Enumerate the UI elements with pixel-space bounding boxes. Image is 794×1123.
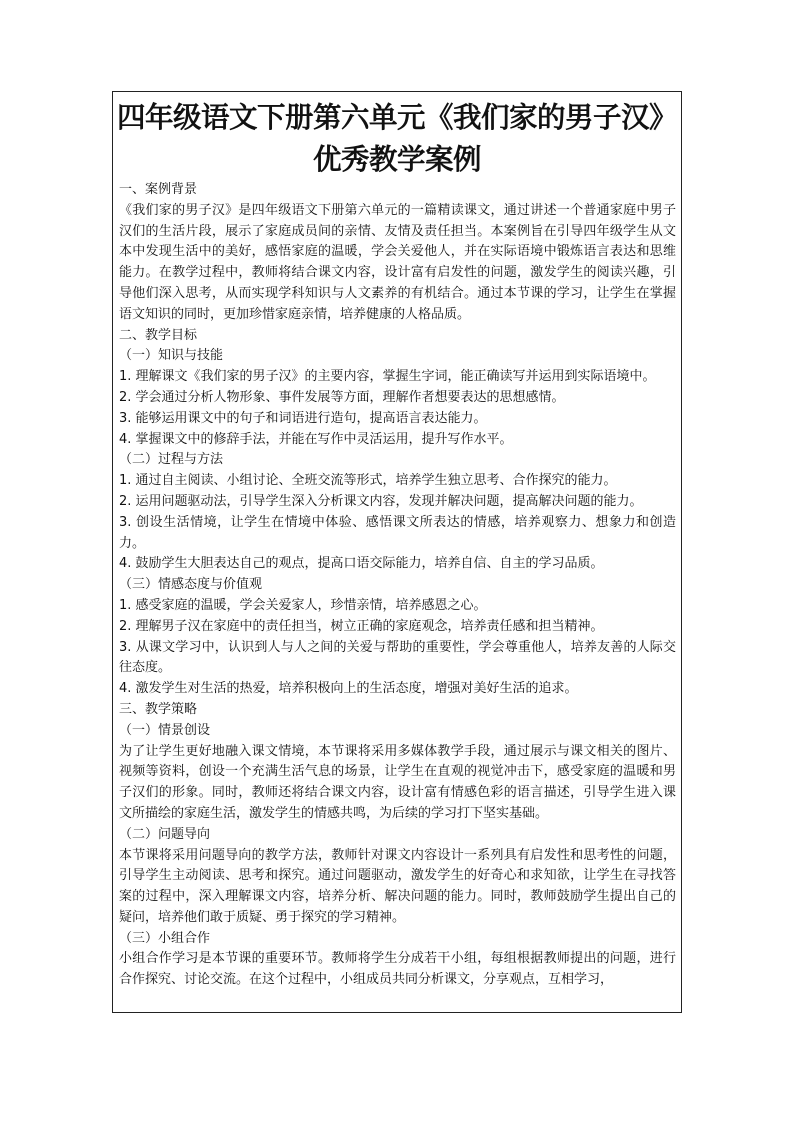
problem-paragraph: 本节课将采用问题导向的教学方法，教师针对课文内容设计一系列具有启发性和思考性的问题，引导学生主动阅读、思考和探究。通过问题驱动，激发学生的好奇心和求知欲，让学生在寻找答案的过程中，深入理解课文内容，培养分析、解决问题的能力。同时，教师鼓励学生提出自己的疑问，培养他们敢于质疑、勇于探究的学习精神。: [119, 847, 676, 925]
scenario-paragraph: 为了让学生更好地融入课文情境，本节课将采用多媒体教学手段，通过展示与课文相关的图片、视频等资料，创设一个充满生活气息的场景，让学生在直观的视觉冲击下，感受家庭的温暖和男子汉们的形象。同时，教师还将结合课文内容，设计富有情感色彩的语言描述，引导学生进入课文所描绘的家庭生活，激发学生的情感共鸣，为后续的学习打下坚实基础。: [119, 743, 676, 821]
process-item: 3. 创设生活情境，让学生在情境中体验、感悟课文所表达的情感，培养观察力、想象力和创造力。: [119, 514, 676, 551]
document-frame: [112, 91, 682, 1013]
subheading-group: （三）小组合作: [119, 930, 211, 946]
knowledge-item: 1. 理解课文《我们家的男子汉》的主要内容，掌握生字词，能正确读写并运用到实际语境中。: [119, 369, 656, 385]
subheading-problem: （二）问题导向: [119, 826, 211, 842]
section-heading-background: 一、案例背景: [119, 182, 198, 197]
emotion-item: 3. 从课文学习中，认识到人与人之间的关爱与帮助的重要性，学会尊重他人，培养友善的人际交往态度。: [119, 639, 676, 676]
subheading-knowledge: （一）知识与技能: [119, 348, 224, 364]
knowledge-item: 3. 能够运用课文中的句子和词语进行造句，提高语言表达能力。: [119, 410, 487, 426]
document-body: [113, 180, 681, 991]
process-item: 4. 鼓励学生大胆表达自己的观点，提高口语交际能力，培养自信、自主的学习品质。: [119, 556, 604, 572]
document-title: [113, 96, 681, 180]
title-line-1: 四年级语文下册第六单元《我们家的男子汉》: [116, 100, 677, 134]
title-line-2: 优秀教学案例: [312, 142, 481, 176]
emotion-item: 1. 感受家庭的温暖，学会关爱家人，珍惜亲情，培养感恩之心。: [119, 597, 487, 613]
process-item: 1. 通过自主阅读、小组讨论、全班交流等形式，培养学生独立思考、合作探究的能力。: [119, 473, 617, 489]
background-paragraph: 《我们家的男子汉》是四年级语文下册第六单元的一篇精读课文，通过讲述一个普通家庭中男子汉们的生活片段，展示了家庭成员间的亲情、友情及责任担当。本案例旨在引导四年级学生从文本中发现生活中的美好，感悟家庭的温暖，学会关爱他人，并在实际语境中锻炼语言表达和思维能力。在教学过程中，教师将结合课文内容，设计富有启发性的问题，激发学生的阅读兴趣，引导他们深入思考，从而实现学科知识与人文素养的有机结合。通过本节课的学习，让学生在掌握语文知识的同时，更加珍惜家庭亲情，培养健康的人格品质。: [119, 202, 676, 322]
section-heading-strategy: 三、教学策略: [119, 701, 198, 717]
section-heading-goals: 二、教学目标: [119, 327, 198, 343]
subheading-scenario: （一）情景创设: [119, 722, 211, 738]
subheading-process: （二）过程与方法: [119, 452, 224, 468]
emotion-item: 2. 理解男子汉在家庭中的责任担当，树立正确的家庭观念，培养责任感和担当精神。: [119, 618, 604, 634]
knowledge-item: 2. 学会通过分析人物形象、事件发展等方面，理解作者想要表达的思想感情。: [119, 389, 565, 405]
emotion-item: 4. 激发学生对生活的热爱，培养积极向上的生活态度，增强对美好生活的追求。: [119, 681, 578, 697]
knowledge-item: 4. 掌握课文中的修辞手法，并能在写作中灵活运用，提升写作水平。: [119, 431, 513, 447]
process-item: 2. 运用问题驱动法，引导学生深入分析课文内容，发现并解决问题，提高解决问题的能力。: [119, 493, 643, 509]
group-paragraph: 小组合作学习是本节课的重要环节。教师将学生分成若干小组，每组根据教师提出的问题，进行合作探究、讨论交流。在这个过程中，小组成员共同分析课文，分享观点，互相学习，: [119, 951, 676, 988]
subheading-emotion: （三）情感态度与价值观: [119, 577, 263, 593]
